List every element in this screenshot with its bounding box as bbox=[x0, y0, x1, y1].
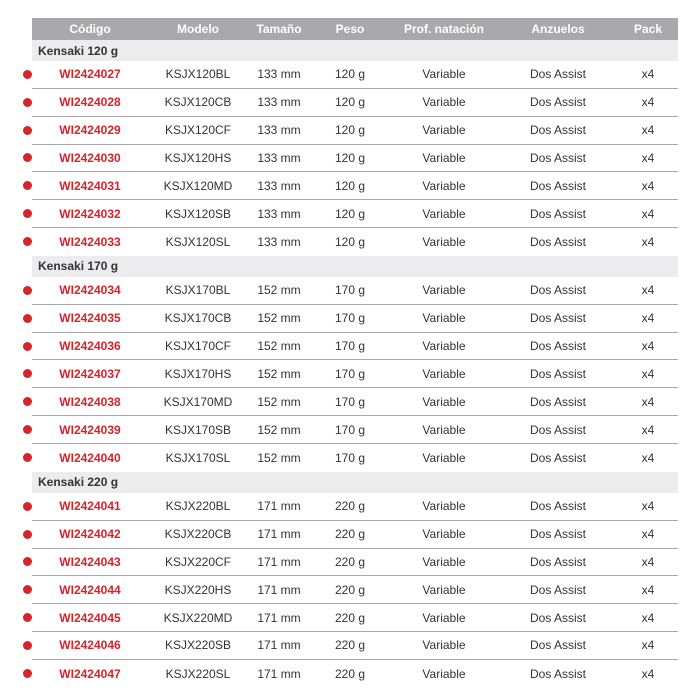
header-pack: Pack bbox=[633, 22, 663, 36]
cell-anzuelos: Dos Assist bbox=[529, 666, 586, 681]
cell-tamano: 152 mm bbox=[257, 366, 301, 381]
bullet-dot-icon bbox=[23, 397, 32, 406]
cell-pack: x4 bbox=[641, 206, 655, 221]
header-prof-natacion: Prof. natación bbox=[403, 22, 484, 36]
cell-prof-natacion: Variable bbox=[422, 422, 466, 437]
cell-modelo: KSJX220CB bbox=[164, 527, 232, 542]
bullet-dot-icon bbox=[23, 585, 32, 594]
cell-codigo[interactable]: WI2424043 bbox=[59, 554, 121, 569]
cell-peso: 120 g bbox=[334, 206, 366, 221]
bullet-dot-icon bbox=[23, 342, 32, 351]
group-header bbox=[32, 256, 678, 277]
cell-anzuelos: Dos Assist bbox=[529, 339, 586, 354]
cell-codigo[interactable]: WI2424028 bbox=[59, 95, 121, 110]
cell-codigo[interactable]: WI2424032 bbox=[59, 206, 121, 221]
cell-modelo: KSJX220SL bbox=[165, 666, 231, 681]
table-row bbox=[32, 305, 678, 333]
cell-pack: x4 bbox=[641, 666, 655, 681]
cell-modelo: KSJX120CB bbox=[164, 95, 232, 110]
table-row bbox=[32, 416, 678, 444]
bullet-dot-icon bbox=[23, 613, 32, 622]
bullet-dot-icon bbox=[23, 286, 32, 295]
bullet-dot-icon bbox=[23, 530, 32, 539]
cell-pack: x4 bbox=[641, 234, 655, 249]
cell-modelo: KSJX170BL bbox=[165, 283, 231, 298]
cell-peso: 120 g bbox=[334, 178, 366, 193]
cell-pack: x4 bbox=[641, 95, 655, 110]
cell-anzuelos: Dos Assist bbox=[529, 67, 586, 82]
cell-peso: 220 g bbox=[334, 554, 366, 569]
cell-anzuelos: Dos Assist bbox=[529, 283, 586, 298]
cell-pack: x4 bbox=[641, 366, 655, 381]
header-codigo: Código bbox=[69, 22, 111, 36]
cell-tamano: 133 mm bbox=[257, 206, 301, 221]
cell-peso: 120 g bbox=[334, 67, 366, 82]
cell-modelo: KSJX170HS bbox=[164, 366, 232, 381]
table-row bbox=[32, 632, 678, 660]
cell-anzuelos: Dos Assist bbox=[529, 610, 586, 625]
cell-tamano: 171 mm bbox=[257, 554, 301, 569]
cell-pack: x4 bbox=[641, 311, 655, 326]
cell-peso: 170 g bbox=[334, 339, 366, 354]
cell-anzuelos: Dos Assist bbox=[529, 95, 586, 110]
cell-anzuelos: Dos Assist bbox=[529, 582, 586, 597]
cell-modelo: KSJX220SB bbox=[164, 638, 232, 653]
cell-modelo: KSJX120HS bbox=[164, 150, 232, 165]
cell-tamano: 133 mm bbox=[257, 123, 301, 138]
cell-codigo[interactable]: WI2424036 bbox=[59, 339, 121, 354]
table-row bbox=[32, 493, 678, 521]
cell-anzuelos: Dos Assist bbox=[529, 123, 586, 138]
group-title: Kensaki 170 g bbox=[38, 259, 119, 274]
cell-codigo[interactable]: WI2424047 bbox=[59, 666, 121, 681]
cell-anzuelos: Dos Assist bbox=[529, 499, 586, 514]
cell-tamano: 171 mm bbox=[257, 499, 301, 514]
cell-prof-natacion: Variable bbox=[422, 527, 466, 542]
cell-peso: 220 g bbox=[334, 638, 366, 653]
cell-tamano: 152 mm bbox=[257, 339, 301, 354]
cell-prof-natacion: Variable bbox=[422, 123, 466, 138]
table-body bbox=[32, 40, 678, 688]
cell-modelo: KSJX120MD bbox=[163, 178, 233, 193]
cell-anzuelos: Dos Assist bbox=[529, 638, 586, 653]
cell-tamano: 152 mm bbox=[257, 422, 301, 437]
cell-modelo: KSJX220HS bbox=[164, 582, 232, 597]
cell-tamano: 133 mm bbox=[257, 67, 301, 82]
header-peso: Peso bbox=[335, 22, 365, 36]
cell-tamano: 171 mm bbox=[257, 666, 301, 681]
cell-peso: 170 g bbox=[334, 422, 366, 437]
cell-codigo[interactable]: WI2424046 bbox=[59, 638, 121, 653]
cell-pack: x4 bbox=[641, 554, 655, 569]
cell-pack: x4 bbox=[641, 610, 655, 625]
cell-modelo: KSJX120CF bbox=[164, 123, 232, 138]
bullet-dot-icon bbox=[23, 502, 32, 511]
cell-modelo: KSJX220BL bbox=[165, 499, 231, 514]
cell-pack: x4 bbox=[641, 67, 655, 82]
cell-peso: 120 g bbox=[334, 123, 366, 138]
product-table bbox=[32, 18, 678, 688]
table-row bbox=[32, 277, 678, 305]
bullet-dot-icon bbox=[23, 181, 32, 190]
bullet-dot-icon bbox=[23, 425, 32, 434]
cell-pack: x4 bbox=[641, 422, 655, 437]
cell-codigo[interactable]: WI2424034 bbox=[59, 283, 121, 298]
cell-codigo[interactable]: WI2424039 bbox=[59, 422, 121, 437]
cell-peso: 220 g bbox=[334, 527, 366, 542]
cell-peso: 170 g bbox=[334, 394, 366, 409]
cell-tamano: 152 mm bbox=[257, 311, 301, 326]
cell-prof-natacion: Variable bbox=[422, 582, 466, 597]
cell-pack: x4 bbox=[641, 339, 655, 354]
cell-anzuelos: Dos Assist bbox=[529, 422, 586, 437]
bullet-dot-icon bbox=[23, 153, 32, 162]
cell-modelo: KSJX120SL bbox=[165, 234, 231, 249]
bullet-dot-icon bbox=[23, 641, 32, 650]
cell-modelo: KSJX220MD bbox=[163, 610, 233, 625]
cell-codigo[interactable]: WI2424033 bbox=[59, 234, 121, 249]
cell-anzuelos: Dos Assist bbox=[529, 554, 586, 569]
cell-modelo: KSJX170SL bbox=[165, 450, 231, 465]
cell-peso: 220 g bbox=[334, 582, 366, 597]
bullet-dot-icon bbox=[23, 669, 32, 678]
table-row bbox=[32, 117, 678, 145]
cell-tamano: 171 mm bbox=[257, 527, 301, 542]
cell-tamano: 133 mm bbox=[257, 150, 301, 165]
cell-tamano: 133 mm bbox=[257, 178, 301, 193]
cell-anzuelos: Dos Assist bbox=[529, 450, 586, 465]
cell-anzuelos: Dos Assist bbox=[529, 366, 586, 381]
cell-modelo: KSJX220CF bbox=[164, 554, 232, 569]
bullet-dot-icon bbox=[23, 209, 32, 218]
cell-tamano: 152 mm bbox=[257, 394, 301, 409]
cell-prof-natacion: Variable bbox=[422, 206, 466, 221]
header-tamano: Tamaño bbox=[256, 22, 302, 36]
cell-peso: 220 g bbox=[334, 666, 366, 681]
group-title: Kensaki 220 g bbox=[38, 475, 119, 490]
cell-prof-natacion: Variable bbox=[422, 499, 466, 514]
cell-pack: x4 bbox=[641, 450, 655, 465]
cell-codigo[interactable]: WI2424030 bbox=[59, 150, 121, 165]
table-row bbox=[32, 89, 678, 117]
cell-pack: x4 bbox=[641, 394, 655, 409]
cell-modelo: KSJX170CB bbox=[164, 311, 232, 326]
table-row bbox=[32, 444, 678, 472]
cell-tamano: 171 mm bbox=[257, 638, 301, 653]
bullet-dot-icon bbox=[23, 126, 32, 135]
cell-peso: 170 g bbox=[334, 283, 366, 298]
table-row bbox=[32, 61, 678, 89]
cell-anzuelos: Dos Assist bbox=[529, 206, 586, 221]
group-header bbox=[32, 40, 678, 61]
cell-codigo[interactable]: WI2424035 bbox=[59, 311, 121, 326]
cell-peso: 120 g bbox=[334, 234, 366, 249]
cell-peso: 220 g bbox=[334, 499, 366, 514]
bullet-dot-icon bbox=[23, 369, 32, 378]
cell-pack: x4 bbox=[641, 582, 655, 597]
cell-codigo[interactable]: WI2424027 bbox=[59, 67, 121, 82]
bullet-dot-icon bbox=[23, 314, 32, 323]
cell-modelo: KSJX120SB bbox=[164, 206, 232, 221]
cell-modelo: KSJX170SB bbox=[164, 422, 232, 437]
cell-codigo[interactable]: WI2424041 bbox=[59, 499, 121, 514]
cell-peso: 220 g bbox=[334, 610, 366, 625]
cell-codigo[interactable]: WI2424040 bbox=[59, 450, 121, 465]
cell-prof-natacion: Variable bbox=[422, 366, 466, 381]
cell-anzuelos: Dos Assist bbox=[529, 394, 586, 409]
table-row bbox=[32, 604, 678, 632]
cell-tamano: 171 mm bbox=[257, 582, 301, 597]
bullet-dot-icon bbox=[23, 70, 32, 79]
cell-pack: x4 bbox=[641, 123, 655, 138]
cell-tamano: 152 mm bbox=[257, 283, 301, 298]
cell-prof-natacion: Variable bbox=[422, 638, 466, 653]
cell-codigo[interactable]: WI2424037 bbox=[59, 366, 121, 381]
cell-peso: 170 g bbox=[334, 450, 366, 465]
cell-pack: x4 bbox=[641, 150, 655, 165]
cell-peso: 170 g bbox=[334, 311, 366, 326]
table-row bbox=[32, 360, 678, 388]
cell-modelo: KSJX170MD bbox=[163, 394, 233, 409]
cell-pack: x4 bbox=[641, 527, 655, 542]
cell-anzuelos: Dos Assist bbox=[529, 150, 586, 165]
table-row bbox=[32, 549, 678, 577]
cell-prof-natacion: Variable bbox=[422, 339, 466, 354]
cell-codigo[interactable]: WI2424044 bbox=[59, 582, 121, 597]
cell-prof-natacion: Variable bbox=[422, 450, 466, 465]
cell-prof-natacion: Variable bbox=[422, 394, 466, 409]
cell-pack: x4 bbox=[641, 638, 655, 653]
table-row bbox=[32, 388, 678, 416]
bullet-dot-icon bbox=[23, 557, 32, 566]
cell-tamano: 133 mm bbox=[257, 95, 301, 110]
cell-prof-natacion: Variable bbox=[422, 95, 466, 110]
table-row bbox=[32, 333, 678, 361]
cell-codigo[interactable]: WI2424031 bbox=[59, 178, 121, 193]
cell-prof-natacion: Variable bbox=[422, 554, 466, 569]
cell-pack: x4 bbox=[641, 499, 655, 514]
cell-tamano: 171 mm bbox=[257, 610, 301, 625]
group-header bbox=[32, 472, 678, 493]
cell-anzuelos: Dos Assist bbox=[529, 178, 586, 193]
table-row bbox=[32, 172, 678, 200]
cell-modelo: KSJX120BL bbox=[165, 67, 231, 82]
cell-prof-natacion: Variable bbox=[422, 311, 466, 326]
table-row bbox=[32, 521, 678, 549]
cell-pack: x4 bbox=[641, 283, 655, 298]
cell-codigo[interactable]: WI2424045 bbox=[59, 610, 121, 625]
cell-prof-natacion: Variable bbox=[422, 610, 466, 625]
cell-tamano: 133 mm bbox=[257, 234, 301, 249]
header-modelo: Modelo bbox=[177, 22, 219, 36]
bullet-dot-icon bbox=[23, 237, 32, 246]
header-anzuelos: Anzuelos bbox=[531, 22, 585, 36]
cell-anzuelos: Dos Assist bbox=[529, 311, 586, 326]
cell-prof-natacion: Variable bbox=[422, 283, 466, 298]
cell-codigo[interactable]: WI2424042 bbox=[59, 527, 121, 542]
table-row bbox=[32, 576, 678, 604]
cell-anzuelos: Dos Assist bbox=[529, 234, 586, 249]
bullet-dot-icon bbox=[23, 98, 32, 107]
table-row bbox=[32, 228, 678, 256]
table-row bbox=[32, 660, 678, 688]
cell-prof-natacion: Variable bbox=[422, 666, 466, 681]
cell-prof-natacion: Variable bbox=[422, 178, 466, 193]
cell-codigo[interactable]: WI2424038 bbox=[59, 394, 121, 409]
cell-prof-natacion: Variable bbox=[422, 67, 466, 82]
cell-prof-natacion: Variable bbox=[422, 234, 466, 249]
table-row bbox=[32, 145, 678, 173]
cell-peso: 170 g bbox=[334, 366, 366, 381]
cell-prof-natacion: Variable bbox=[422, 150, 466, 165]
group-title: Kensaki 120 g bbox=[38, 43, 119, 58]
cell-tamano: 152 mm bbox=[257, 450, 301, 465]
cell-peso: 120 g bbox=[334, 150, 366, 165]
cell-anzuelos: Dos Assist bbox=[529, 527, 586, 542]
bullet-dot-icon bbox=[23, 453, 32, 462]
table-header bbox=[32, 18, 678, 40]
cell-modelo: KSJX170CF bbox=[164, 339, 232, 354]
cell-pack: x4 bbox=[641, 178, 655, 193]
cell-codigo[interactable]: WI2424029 bbox=[59, 123, 121, 138]
table-row bbox=[32, 200, 678, 228]
cell-peso: 120 g bbox=[334, 95, 366, 110]
